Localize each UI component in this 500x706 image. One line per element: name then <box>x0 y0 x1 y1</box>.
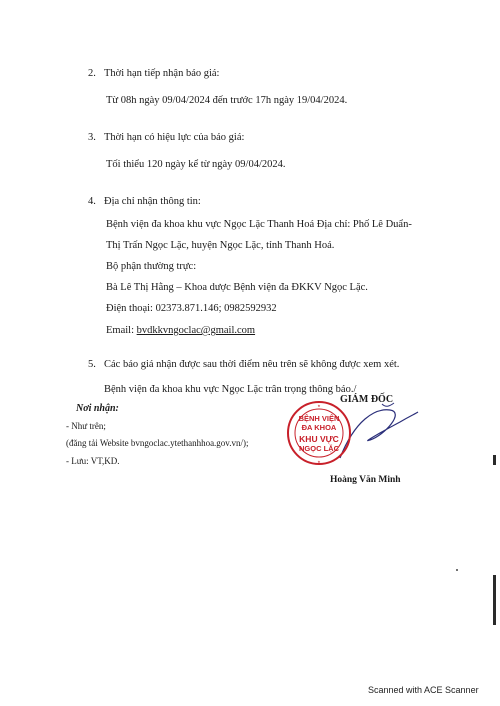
email-link[interactable]: bvdkkvngoclac@gmail.com <box>136 325 256 336</box>
scan-dot <box>456 569 458 571</box>
scan-edge-mark <box>493 575 496 625</box>
signer-name: Hoàng Văn Minh <box>330 475 401 485</box>
contact-person: Bà Lê Thị Hằng – Khoa dược Bệnh viện đa ĐKKV Ngọc Lặc. <box>106 282 368 293</box>
item-number: 4. <box>88 196 96 207</box>
item-heading: Địa chỉ nhận thông tin: <box>104 196 201 207</box>
item-number: 2. <box>88 68 96 79</box>
recipient-line: (đăng tải Website bvngoclac.ytethanhhoa.gov.vn/); <box>66 438 249 448</box>
signature-title: GIÁM ĐỐC <box>340 394 394 405</box>
recipient-line: - Lưu: VT,KD. <box>66 456 120 466</box>
seal-text: BỆNH VIỆN <box>298 414 340 423</box>
scan-edge-mark <box>493 455 496 465</box>
svg-text:★: ★ <box>317 460 321 464</box>
recipient-line: - Như trên; <box>66 421 106 431</box>
closing-statement: Bệnh viện đa khoa khu vực Ngọc Lặc trân trọng thông báo./ <box>104 384 357 395</box>
item-heading: Thời hạn tiếp nhận báo giá: <box>104 68 220 79</box>
recipients-title: Nơi nhận: <box>76 403 119 414</box>
seal-text: ĐA KHOA <box>301 423 337 432</box>
svg-text:★: ★ <box>317 404 321 408</box>
seal-text: KHU VỰC <box>299 434 339 444</box>
address-line: Bệnh viện đa khoa khu vực Ngọc Lặc Thanh Hoá Địa chỉ: Phố Lê Duẩn- <box>106 219 412 230</box>
department-label: Bộ phận thường trực: <box>106 261 197 272</box>
email-label: Email: <box>106 325 137 336</box>
email-row <box>106 325 255 337</box>
seal-text: NGỌC LẶC <box>299 444 339 453</box>
phone-number: Điện thoại: 02373.871.146; 0982592932 <box>106 303 277 314</box>
item-text: Từ 08h ngày 09/04/2024 đến trước 17h ngày 19/04/2024. <box>106 95 348 106</box>
address-line: Thị Trấn Ngọc Lặc, huyện Ngọc Lặc, tỉnh Thanh Hoá. <box>106 240 335 251</box>
item-heading: Thời hạn có hiệu lực của báo giá: <box>104 132 245 143</box>
item-number: 3. <box>88 132 96 143</box>
scanner-watermark: Scanned with ACE Scanner <box>368 685 479 695</box>
item-heading: Các báo giá nhận được sau thời điểm nêu trên sẽ không được xem xét. <box>104 359 400 370</box>
official-seal-icon <box>286 400 352 466</box>
item-number: 5. <box>88 359 96 370</box>
item-text: Tối thiểu 120 ngày kể từ ngày 09/04/2024. <box>106 159 286 170</box>
